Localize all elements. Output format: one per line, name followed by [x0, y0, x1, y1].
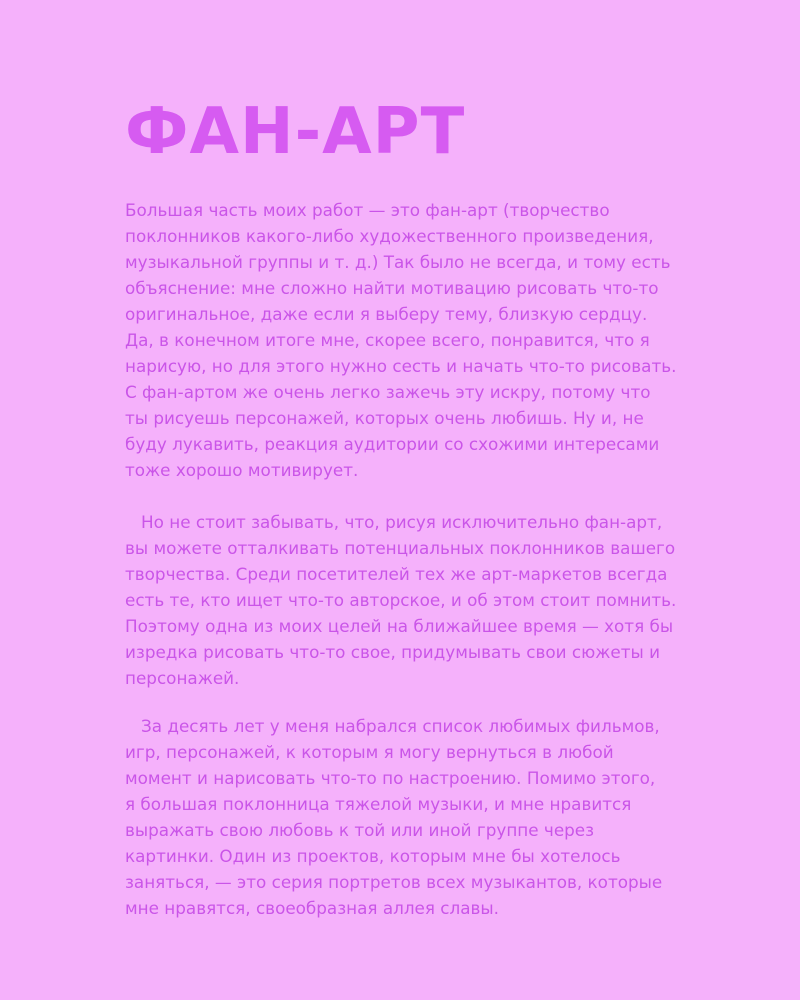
paragraph-3: [125, 713, 685, 921]
paragraph-line: буду лукавить, реакция аудитории со схожими интересами: [125, 434, 660, 454]
paragraph-1: [125, 197, 685, 483]
paragraph-line: момент и нарисовать что-то по настроению. Помимо этого,: [125, 768, 656, 788]
paragraph-line: поклонников какого-либо художественного произведения,: [125, 226, 654, 246]
page-title: ФАН-АРТ: [125, 95, 466, 169]
paragraph-line: Да, в конечном итоге мне, скорее всего, понравится, что я: [125, 330, 650, 350]
paragraph-line: оригинальное, даже если я выберу тему, близкую сердцу.: [125, 304, 648, 324]
paragraph-line: творчества. Среди посетителей тех же арт-маркетов всегда: [125, 564, 668, 584]
paragraph-line: изредка рисовать что-то свое, придумывать свои сюжеты и: [125, 642, 660, 662]
paragraph-line: персонажей.: [125, 668, 240, 688]
article: [125, 0, 685, 1000]
paragraph-line: игр, персонажей, к которым я могу вернуться в любой: [125, 742, 614, 762]
paragraph-line: С фан-артом же очень легко зажечь эту искру, потому что: [125, 382, 651, 402]
paragraph-line: я большая поклонница тяжелой музыки, и мне нравится: [125, 794, 632, 814]
paragraph-line: выражать свою любовь к той или иной группе через: [125, 820, 595, 840]
paragraph-line: ты рисуешь персонажей, которых очень любишь. Ну и, не: [125, 408, 644, 428]
paragraph-line: Поэтому одна из моих целей на ближайшее время — хотя бы: [125, 616, 674, 636]
paragraph-line: мне нравятся, своеобразная аллея славы.: [125, 898, 500, 918]
paragraph-line: нарисую, но для этого нужно сесть и начать что-то рисовать.: [125, 356, 677, 376]
paragraph-line: заняться, — это серия портретов всех музыкантов, которые: [125, 872, 663, 892]
paragraph-line: Большая часть моих работ — это фан-арт (творчество: [125, 200, 610, 220]
paragraph-line: есть те, кто ищет что-то авторское, и об этом стоит помнить.: [125, 590, 677, 610]
paragraph-line: картинки. Один из проектов, которым мне бы хотелось: [125, 846, 621, 866]
paragraph-line: музыкальной группы и т. д.) Так было не всегда, и тому есть: [125, 252, 671, 272]
paragraph-line: тоже хорошо мотивирует.: [125, 460, 359, 480]
paragraph-line: вы можете отталкивать потенциальных поклонников вашего: [125, 538, 676, 558]
paragraph-line: За десять лет у меня набрался список любимых фильмов,: [125, 716, 660, 736]
paragraph-2: [125, 509, 685, 691]
paragraph-line: Но не стоит забывать, что, рисуя исключительно фан-арт,: [125, 512, 663, 532]
paragraph-line: объяснение: мне сложно найти мотивацию рисовать что-то: [125, 278, 659, 298]
